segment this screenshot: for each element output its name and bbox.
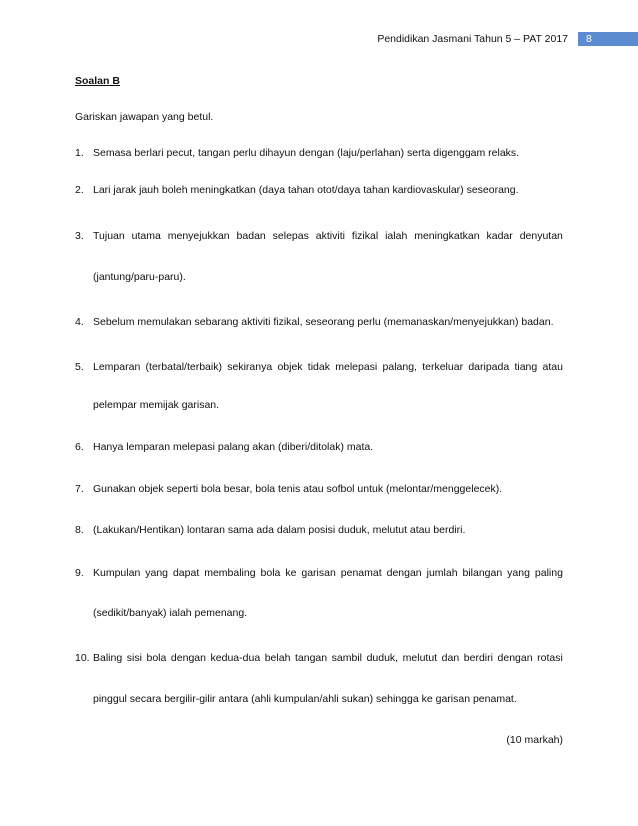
word: melepasi (335, 361, 378, 373)
word: penamat (340, 567, 382, 579)
word: bilangan (462, 567, 503, 579)
word: melutut (402, 652, 438, 664)
question-text-justified (93, 229, 563, 243)
word: kadar (486, 230, 513, 242)
word: meningkatkan (414, 230, 480, 242)
question-text: pinggul secara bergilir-gilir antara (ahli kumpulan/ahli sukan) sehingga ke garisan penamat. (93, 693, 517, 705)
word: sekiranya (227, 361, 273, 373)
word: Lemparan (93, 361, 141, 373)
word: terkeluar (422, 361, 464, 373)
word: rotasi (537, 652, 563, 664)
question-9 (75, 566, 563, 580)
word: Kumpulan (93, 567, 141, 579)
question-10-continued (75, 692, 563, 706)
word: garisan (301, 567, 336, 579)
question-number: 5. (75, 361, 84, 373)
question-4 (75, 315, 563, 329)
question-number: 8. (75, 524, 84, 536)
page-number: 8 (578, 32, 638, 46)
question-6 (75, 440, 563, 454)
question-5 (75, 360, 563, 374)
word: dengan (386, 567, 422, 579)
word: objek (277, 361, 303, 373)
word: yang (507, 567, 530, 579)
question-number: 10. (75, 652, 90, 664)
question-text: Semasa berlari pecut, tangan perlu dihayun dengan (laju/perlahan) serta digenggam relaks. (93, 147, 520, 159)
word: kedua-dua (210, 652, 261, 664)
word: jumlah (426, 567, 458, 579)
question-text: Hanya lemparan melepasi palang akan (diberi/ditolak) mata. (93, 441, 374, 453)
question-text-justified (93, 651, 563, 665)
question-text: (Lakukan/Hentikan) lontaran sama ada dalam posisi duduk, melutut atau berdiri. (93, 524, 466, 536)
question-2 (75, 183, 563, 197)
word: ialah (385, 230, 408, 242)
question-number: 3. (75, 230, 84, 242)
question-text: (sedikit/banyak) ialah pemenang. (93, 607, 248, 619)
question-number: 7. (75, 483, 84, 495)
question-number: 9. (75, 567, 84, 579)
instruction-text: Gariskan jawapan yang betul. (75, 111, 214, 123)
question-9-continued (75, 606, 563, 620)
question-text: (jantung/paru-paru). (93, 271, 186, 283)
word: tiang (514, 361, 538, 373)
question-text: Sebelum memulakan sebarang aktiviti fizikal, seseorang perlu (memanaskan/menyejukkan) badan. (93, 316, 554, 328)
question-3-continued (75, 270, 563, 284)
word: Baling (93, 652, 123, 664)
word: dengan (170, 652, 206, 664)
question-number: 4. (75, 316, 84, 328)
question-number: 1. (75, 147, 84, 159)
word: sambil (331, 652, 363, 664)
question-number: 2. (75, 184, 84, 196)
word: Tujuan (93, 230, 125, 242)
word: tidak (307, 361, 330, 373)
word: belah (264, 652, 291, 664)
header-title: Pendidikan Jasmani Tahun 5 – PAT 2017 (377, 33, 568, 45)
question-number: 6. (75, 441, 84, 453)
word: yang (145, 567, 169, 579)
question-3 (75, 229, 563, 243)
question-text: Lari jarak jauh boleh meningkatkan (daya tahan otot/daya tahan kardiovaskular) seseorang. (93, 184, 519, 196)
question-text-justified (93, 360, 563, 374)
word: sisi (126, 652, 142, 664)
word: tangan (294, 652, 328, 664)
question-5-continued (75, 398, 563, 412)
word: berdiri (463, 652, 493, 664)
word: duduk, (366, 652, 399, 664)
word: daripada (468, 361, 510, 373)
word: bola (260, 567, 281, 579)
word: menyejukkan (167, 230, 230, 242)
word: utama (131, 230, 161, 242)
total-marks: (10 markah) (506, 734, 563, 746)
word: denyutan (519, 230, 563, 242)
page-header (377, 32, 638, 46)
word: dengan (497, 652, 533, 664)
question-text: Gunakan objek seperti bola besar, bola tenis atau sofbol untuk (melontar/menggelecek). (93, 483, 503, 495)
word: badan (236, 230, 266, 242)
word: selepas (272, 230, 309, 242)
word: dan (441, 652, 460, 664)
word: dapat (172, 567, 200, 579)
question-text-justified (93, 566, 563, 580)
word: paling (534, 567, 563, 579)
question-text: pelempar memijak garisan. (93, 399, 220, 411)
word: bola (146, 652, 167, 664)
word: (terbatal/terbaik) (145, 361, 222, 373)
word: atau (542, 361, 563, 373)
question-7 (75, 482, 563, 496)
question-1 (75, 146, 563, 160)
word: fizikal (351, 230, 379, 242)
word: ke (285, 567, 297, 579)
section-title: Soalan B (75, 75, 120, 87)
question-8 (75, 523, 563, 537)
question-10 (75, 651, 563, 665)
word: palang, (382, 361, 417, 373)
word: aktiviti (315, 230, 345, 242)
word: membaling (204, 567, 256, 579)
